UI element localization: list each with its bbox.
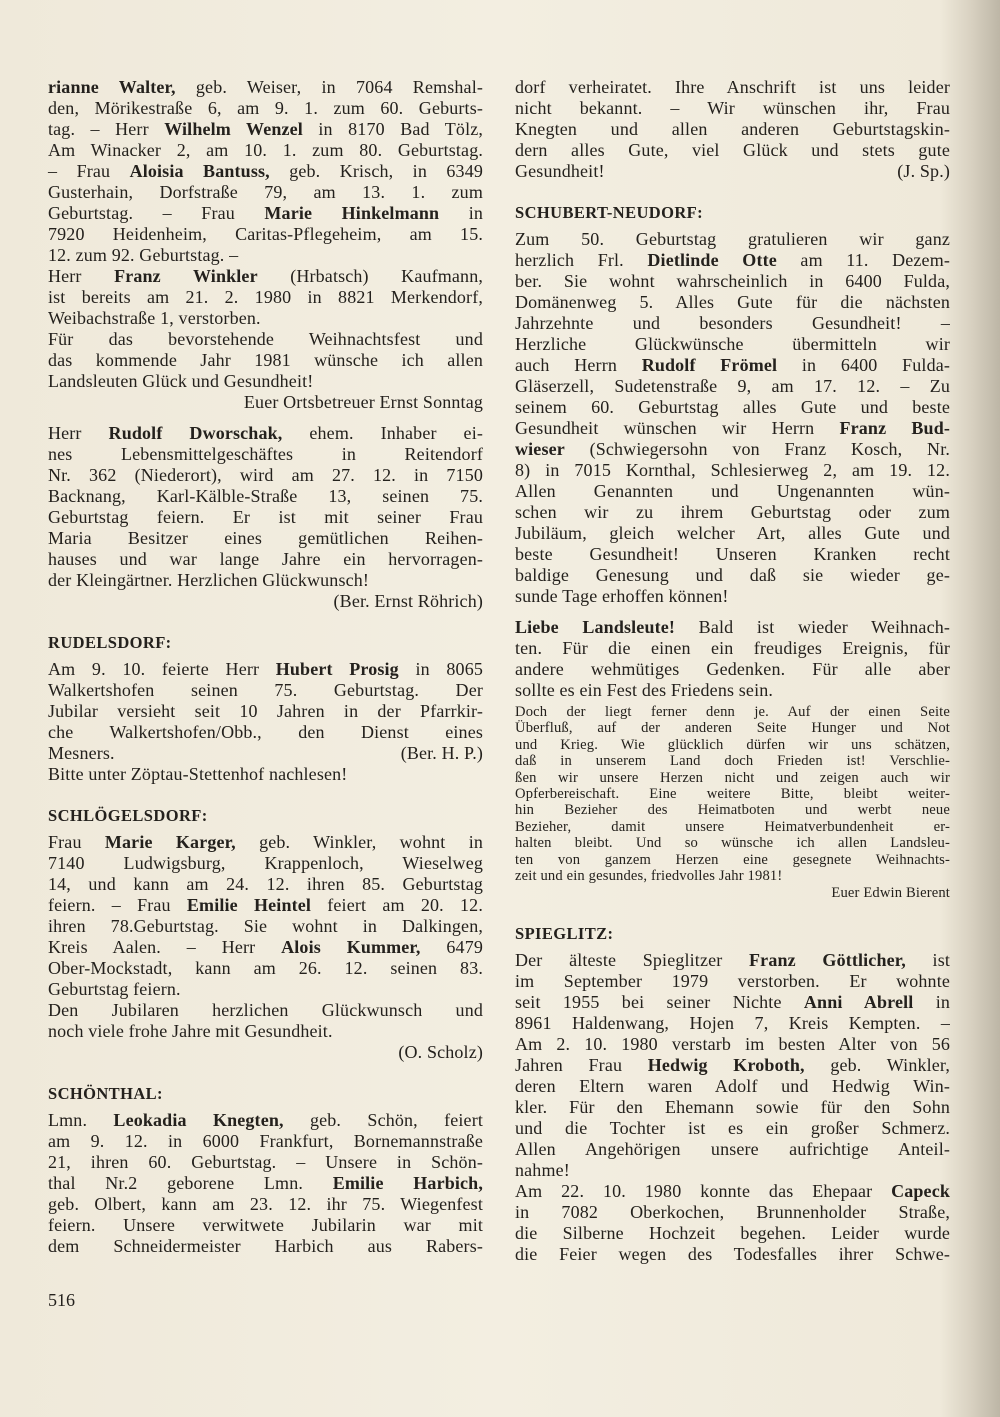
text-line: [515, 786, 950, 802]
text-run: schen wir zu ihrem Geburtstag oder zum: [515, 502, 950, 522]
text-line: [515, 418, 950, 439]
name-highlight: Anni Abrell: [803, 992, 914, 1013]
paragraph: [48, 329, 483, 392]
name-highlight: Leokadia Knegten,: [113, 1110, 284, 1130]
text-line: [515, 802, 950, 818]
text-line: [515, 835, 950, 851]
section-heading: SPIEGLITZ:: [515, 924, 614, 944]
text-run: Landsleuten Glück und Gesundheit!: [48, 371, 314, 391]
text-line: [515, 77, 950, 98]
text-run: dem Schneidermeister Harbich aus Rabers-: [48, 1236, 483, 1256]
text-line: [515, 1055, 950, 1076]
paragraph: [48, 77, 483, 266]
text-line: [515, 868, 950, 884]
paragraph: [48, 659, 483, 764]
text-line: [515, 770, 950, 786]
text-run: das kommende Jahr 1981 wünsche ich allen: [48, 350, 483, 370]
text-run: Gesundheit!: [515, 161, 605, 181]
text-line: [515, 397, 950, 418]
text-run: geb. Schön, feiert: [283, 1110, 483, 1130]
text-line: [515, 1160, 950, 1181]
text-run: daß in unserem Land doch Frieden ist! Verschlie-: [515, 753, 950, 770]
text-run: ten von ganzem Herzen eine gesegnete Weihnachts-: [515, 851, 950, 868]
section-heading: SCHÖNTHAL:: [48, 1084, 163, 1103]
text-line: [48, 203, 483, 224]
text-run: in 7082 Oberkochen, Brunnenholder Straße,: [515, 1202, 950, 1223]
text-run: 8961 Haldenwang, Hojen 7, Kreis Kempten. –: [515, 1013, 950, 1034]
text-run: beste Gesundheit! Unseren Kranken recht: [515, 544, 950, 564]
article-section: [48, 632, 483, 785]
text-run: Bezieher, damit unsere Heimatverbundenheit er-: [515, 818, 950, 835]
text-run: in 8170 Bad Tölz,: [302, 119, 484, 139]
text-run: (Schwiegersohn von Franz Kosch, Nr.: [564, 439, 950, 459]
text-line: [515, 617, 950, 638]
text-line: [48, 1173, 483, 1194]
text-run: dorf verheiratet. Ihre Anschrift ist uns leider: [515, 77, 950, 97]
text-line: [48, 308, 483, 329]
name-highlight: Wilhelm Wenzel: [164, 119, 303, 139]
article-section: [48, 423, 483, 612]
text-line: [48, 371, 483, 392]
text-run: Jubiläum, gleich welcher Art, alles Gute und: [515, 523, 950, 543]
text-line: [48, 937, 483, 958]
text-line: [48, 1000, 483, 1021]
text-run: Am Winacker 2, am 10. 1. zum 80. Geburtstag.: [48, 140, 483, 160]
text-run: 21, ihren 60. Geburtstag. – Unsere in Schön-: [48, 1152, 483, 1172]
name-highlight: Hubert Prosig: [275, 659, 399, 679]
text-line: [48, 182, 483, 203]
paragraph: [48, 832, 483, 1000]
text-run: ehem. Inhaber ei-: [282, 423, 483, 443]
text-line: [48, 743, 483, 764]
text-run: ßen wir unsere Herzen nicht und zeigen auch wir: [515, 769, 950, 786]
text-line: [48, 245, 483, 266]
text-line: [515, 544, 950, 565]
text-run: kler. Für den Ehemann sowie für den Sohn: [515, 1097, 950, 1118]
text-run: feiert am 20. 12.: [311, 895, 483, 915]
text-run: 12. zum 92. Geburtstag. –: [48, 245, 239, 265]
text-run: und Krieg. Wie glücklich dürfen wir uns schätzen,: [515, 736, 950, 753]
name-highlight: Alois Kummer,: [281, 937, 421, 957]
text-run: hauses und war lange Jahre ein hervorragen-: [48, 549, 483, 569]
text-run: 7920 Heidenheim, Caritas-Pflegeheim, am 15.: [48, 224, 483, 244]
paragraph: [48, 423, 483, 591]
text-line: [515, 720, 950, 736]
text-run: ber. Sie wohnt wahrscheinlich in 6400 Fulda,: [515, 271, 950, 291]
text-run: in 8065: [398, 659, 483, 679]
text-run: halten bleibt. Und so wünsche ich allen Landsleu-: [515, 835, 950, 852]
text-line: [515, 950, 950, 971]
paragraph: [48, 1000, 483, 1042]
paragraph: [48, 266, 483, 329]
text-line: [48, 423, 483, 444]
paragraph: [515, 704, 950, 884]
text-run: Gusterhain, Dorfstraße 79, am 13. 1. zum: [48, 182, 483, 202]
text-line: [515, 119, 950, 140]
text-line: [515, 1034, 950, 1055]
text-line: [48, 764, 483, 785]
text-run: Knegten und allen anderen Geburtstagskin-: [515, 119, 950, 139]
text-run: herzlich Frl.: [515, 250, 648, 270]
name-highlight: Franz Göttlicher,: [749, 950, 906, 971]
text-run: thal Nr.2 geborene Lmn.: [48, 1173, 333, 1193]
text-line: [48, 853, 483, 874]
text-run: auch Herrn: [515, 355, 642, 375]
text-line: [48, 1215, 483, 1236]
text-run: Maria Besitzer eines gemütlichen Reihen-: [48, 528, 483, 548]
text-line: [515, 1139, 950, 1160]
paragraph: [48, 1110, 483, 1257]
text-run: Jubilar versieht seit 10 Jahren in der Pfarrkir-: [48, 701, 483, 721]
text-line: [515, 523, 950, 544]
text-line: [48, 528, 483, 549]
text-run: geb. Winkler,: [804, 1055, 950, 1076]
text-line: [48, 140, 483, 161]
text-run: am 11. Dezem-: [776, 250, 950, 270]
text-run: geb. Krisch, in 6349: [269, 161, 483, 181]
name-highlight: Liebe Landsleute!: [515, 617, 676, 637]
name-highlight: Franz Winkler: [114, 266, 258, 286]
text-line: [48, 444, 483, 465]
text-line: [515, 439, 950, 460]
section-heading: SCHUBERT-NEUDORF:: [515, 203, 704, 222]
text-run: die Silberne Hochzeit begehen. Leider wurde: [515, 1223, 950, 1244]
text-line: [515, 292, 950, 313]
text-line: [48, 701, 483, 722]
text-run: Zum 50. Geburtstag gratulieren wir ganz: [515, 229, 950, 249]
text-line: [515, 852, 950, 868]
text-run: noch viele frohe Jahre mit Gesundheit.: [48, 1021, 333, 1041]
text-run: Am 22. 10. 1980 konnte das Ehepaar: [515, 1181, 892, 1202]
name-highlight: Emilie Heintel: [186, 895, 312, 915]
text-line: [515, 704, 950, 720]
text-line: [48, 507, 483, 528]
text-run: Herzliche Glückwünsche übermitteln wir: [515, 334, 950, 354]
text-run: geb. Winkler, wohnt in: [235, 832, 483, 852]
text-line: [48, 98, 483, 119]
name-highlight: Marie Karger,: [104, 832, 236, 852]
line-text: [48, 743, 115, 764]
signature: (Ber. Ernst Röhrich): [333, 591, 483, 611]
text-run: 6479: [420, 937, 483, 957]
text-run: Jahren Frau: [515, 1055, 648, 1076]
text-line: [515, 140, 950, 161]
text-line: [48, 119, 483, 140]
text-line: [515, 98, 950, 119]
text-run: andere wehmütiges Gedenken. Für alle aber: [515, 659, 950, 679]
name-highlight: wieser: [515, 439, 565, 459]
text-line: [48, 916, 483, 937]
text-line: [515, 355, 950, 376]
text-line: [48, 549, 483, 570]
text-run: Backnang, Karl-Kälble-Straße 13, seinen 75.: [48, 486, 483, 506]
text-line: [515, 250, 950, 271]
article-section: [515, 77, 950, 182]
text-run: die Feier wegen des Todesfalles ihrer Schwe-: [515, 1244, 950, 1265]
text-line: [48, 895, 483, 916]
text-run: deren Eltern waren Adolf und Hedwig Win-: [515, 1076, 950, 1097]
name-highlight: Dietlinde Otte: [647, 250, 777, 270]
text-run: Überfluß, auf der anderen Seite Hunger und Not: [515, 720, 950, 737]
text-line: [515, 971, 950, 992]
section-heading: SCHLÖGELSDORF:: [48, 806, 208, 825]
paragraph: [515, 1181, 950, 1265]
text-run: am 9. 12. in 6000 Frankfurt, Bornemannstraße: [48, 1131, 483, 1151]
text-line: [515, 1076, 950, 1097]
name-highlight: Marie Hinkelmann: [264, 203, 440, 223]
name-highlight: Capeck: [891, 1181, 950, 1202]
text-run: Mesners.: [48, 743, 115, 763]
text-run: im September 1979 verstorben. Er wohnte: [515, 971, 950, 992]
text-line: [515, 481, 950, 502]
text-line: [48, 722, 483, 743]
text-run: Allen Angehörigen unsere aufrichtige Anteil-: [515, 1139, 950, 1160]
text-line: [515, 460, 950, 481]
text-line: [48, 874, 483, 895]
text-line: [48, 486, 483, 507]
text-line: [515, 737, 950, 753]
text-line: [48, 161, 483, 182]
text-line: [48, 1131, 483, 1152]
signature: (Ber. H. P.): [400, 743, 483, 763]
text-line: [48, 1021, 483, 1042]
text-run: in: [913, 992, 951, 1013]
text-run: 14, und kann am 24. 12. ihren 85. Geburtstag: [48, 874, 483, 894]
text-line: [48, 77, 483, 98]
name-highlight: Aloisia Bantuss,: [129, 161, 270, 181]
text-line: [515, 1181, 950, 1202]
text-line: [515, 992, 950, 1013]
text-run: Domänenweg 5. Alles Gute für die nächsten: [515, 292, 950, 312]
paragraph: [515, 950, 950, 1181]
text-run: tag. – Herr: [48, 119, 165, 139]
text-line: [48, 958, 483, 979]
text-line: [515, 502, 950, 523]
paragraph: [48, 764, 483, 785]
article-section: [48, 805, 483, 1063]
article-section: [515, 202, 950, 607]
text-line: [48, 1152, 483, 1173]
text-run: Weibachstraße 1, verstorben.: [48, 308, 261, 328]
paragraph: [515, 617, 950, 701]
text-run: geb. Weiser, in 7064 Remshal-: [175, 77, 483, 97]
text-line: [48, 287, 483, 308]
text-run: der Kleingärtner. Herzlichen Glückwunsch!: [48, 570, 370, 590]
text-run: Herr: [48, 266, 115, 286]
text-line: [515, 659, 950, 680]
text-run: zeit und ein gesundes, friedvolles Jahr 1981!: [515, 868, 783, 885]
text-run: in 6400 Fulda-: [777, 355, 951, 375]
text-run: Walkertshofen seinen 75. Geburtstag. Der: [48, 680, 483, 700]
text-run: Geburtstag feiern.: [48, 979, 181, 999]
text-line: [48, 1236, 483, 1257]
text-run: nicht bekannt. – Wir wünschen ihr, Frau: [515, 98, 950, 118]
right-column: [515, 77, 950, 1265]
text-line: [48, 266, 483, 287]
text-line: [515, 586, 950, 607]
name-highlight: Franz Bud-: [839, 418, 950, 438]
article-section: [515, 617, 950, 903]
article-section: [48, 1083, 483, 1257]
name-highlight: rianne Walter,: [48, 77, 176, 97]
text-run: dern alles Gute, viel Glück und stets gute: [515, 140, 950, 160]
text-line: [515, 638, 950, 659]
text-run: den, Mörikestraße 6, am 9. 1. zum 60. Geburts-: [48, 98, 483, 118]
text-run: Den Jubilaren herzlichen Glückwunsch und: [48, 1000, 483, 1020]
text-run: ist bereits am 21. 2. 1980 in 8821 Merkendorf,: [48, 287, 483, 307]
text-line: [48, 224, 483, 245]
text-run: hin Bezieher des Heimatboten und werbt neue: [515, 802, 950, 819]
text-run: Bitte unter Zöptau-Stettenhof nachlesen!: [48, 764, 348, 784]
signature: (J. Sp.): [897, 161, 950, 181]
text-run: nahme!: [515, 1160, 570, 1181]
text-run: Doch der liegt ferner denn je. Auf der einen Seite: [515, 704, 950, 720]
section-heading: RUDELSDORF:: [48, 633, 172, 652]
text-line: [515, 229, 950, 250]
text-run: Ober-Mockstadt, kann am 26. 12. seinen 83.: [48, 958, 483, 978]
paragraph: [515, 229, 950, 607]
text-run: nes Lebensmittelgeschäftes in Reitendorf: [48, 444, 483, 464]
text-line: [515, 819, 950, 835]
text-run: ist: [905, 950, 950, 971]
text-line: [48, 1194, 483, 1215]
text-run: Am 9. 10. feierte Herr: [48, 659, 276, 679]
text-line: [515, 1118, 950, 1139]
text-run: Geburtstag feiern. Er ist mit seiner Frau: [48, 507, 483, 527]
text-run: Gläserzell, Sudetenstraße 9, am 17. 12. – Zu: [515, 376, 950, 396]
text-line: [515, 753, 950, 769]
text-run: feiern. Unsere verwitwete Jubilarin war mit: [48, 1215, 483, 1235]
text-run: Herr: [48, 423, 109, 443]
text-run: sunde Tage erhoffen können!: [515, 586, 729, 606]
text-line: [515, 161, 950, 182]
text-line: [48, 329, 483, 350]
text-run: seinem 60. Geburtstag alles Gute und beste: [515, 397, 950, 417]
text-line: [515, 376, 950, 397]
text-run: – Frau: [48, 161, 130, 181]
page-number: 516: [48, 1290, 75, 1310]
text-run: und die Tochter ist es ein großer Schmerz.: [515, 1118, 950, 1139]
text-line: [515, 1244, 950, 1265]
text-run: Allen Genannten und Ungenannten wün-: [515, 481, 950, 501]
text-line: [515, 565, 950, 586]
text-line: [515, 1202, 950, 1223]
text-run: Für das bevorstehende Weihnachtsfest und: [48, 329, 483, 349]
text-line: [515, 334, 950, 355]
text-run: feiern. – Frau: [48, 895, 187, 915]
text-run: Am 2. 10. 1980 verstarb im besten Alter von 56: [515, 1034, 950, 1055]
text-run: (Hrbatsch) Kaufmann,: [257, 266, 483, 286]
text-line: [515, 271, 950, 292]
line-text: [515, 161, 605, 182]
text-line: [48, 1110, 483, 1131]
text-run: baldige Genesung und daß sie wieder ge-: [515, 565, 950, 585]
name-highlight: Rudolf Dworschak,: [108, 423, 283, 443]
text-line: [48, 659, 483, 680]
text-line: [48, 570, 483, 591]
text-run: Bald ist wieder Weihnach-: [675, 617, 951, 637]
text-run: Jahrzehnte und besonders Gesundheit! –: [515, 313, 950, 333]
article-section: [48, 77, 483, 413]
text-line: [48, 680, 483, 701]
text-run: sollte es ein Fest des Friedens sein.: [515, 680, 774, 700]
article-section: [515, 923, 950, 1265]
text-run: Gesundheit wünschen wir Herrn: [515, 418, 840, 438]
text-line: [515, 1223, 950, 1244]
text-line: [48, 979, 483, 1000]
text-run: Opferbereischaft. Eine weitere Bitte, bleibt weiter-: [515, 786, 950, 803]
text-run: Geburtstag. – Frau: [48, 203, 265, 223]
name-highlight: Rudolf Frömel: [641, 355, 778, 375]
text-run: geb. Olbert, kann am 23. 12. ihr 75. Wiegenfest: [48, 1194, 483, 1214]
signature: Euer Ortsbetreuer Ernst Sonntag: [243, 392, 483, 412]
text-run: 8) in 7015 Kornthal, Schlesierweg 2, am 19. 12.: [515, 460, 950, 480]
text-run: ten. Für die einen ein freudiges Ereignis, für: [515, 638, 950, 658]
text-line: [48, 832, 483, 853]
text-run: 7140 Ludwigsburg, Krappenloch, Wieselweg: [48, 853, 483, 873]
text-run: seit 1955 bei seiner Nichte: [515, 992, 804, 1013]
text-run: Kreis Aalen. – Herr: [48, 937, 282, 957]
name-highlight: Emilie Harbich,: [332, 1173, 483, 1193]
text-run: Der älteste Spieglitzer: [515, 950, 750, 971]
name-highlight: Hedwig Kroboth,: [647, 1055, 805, 1076]
text-line: [48, 465, 483, 486]
text-line: [515, 1013, 950, 1034]
text-line: [515, 1097, 950, 1118]
text-run: Nr. 362 (Niederort), wird am 27. 12. in 7150: [48, 465, 483, 485]
paragraph: [515, 77, 950, 182]
text-run: in: [439, 203, 484, 223]
text-run: ihren 78.Geburtstag. Sie wohnt in Dalkingen,: [48, 916, 483, 936]
text-run: Frau: [48, 832, 105, 852]
signature: Euer Edwin Bierent: [831, 885, 950, 902]
text-line: [515, 680, 950, 701]
text-line: [515, 313, 950, 334]
left-column: [48, 77, 483, 1257]
text-run: che Walkertshofen/Obb., den Dienst eines: [48, 722, 483, 742]
signature: (O. Scholz): [398, 1042, 483, 1062]
text-line: [48, 350, 483, 371]
text-run: Lmn.: [48, 1110, 114, 1130]
